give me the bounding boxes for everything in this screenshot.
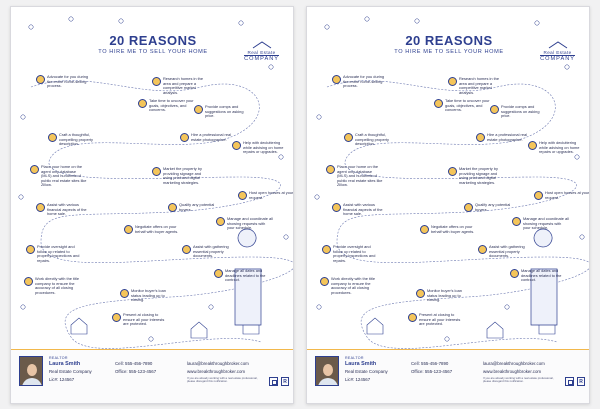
reason-icon [408,313,417,322]
reason-icon [448,77,457,86]
disclaimer: If you are already working with a real estate professional, please disregard this notification. [187,376,258,384]
reason-text: Monitor buyer's loan status leading up to closing. [427,288,462,303]
reason-icon [124,225,133,234]
brand-name: Real Estate [543,50,572,55]
agent-email[interactable]: laura@breakthroughbroker.com [483,361,545,366]
reason-icon [138,99,147,108]
brand-sub: COMPANY [244,56,279,62]
reason-text: Host open houses at your request. [249,190,294,200]
reason-icon [320,277,329,286]
agent-photo [19,356,43,386]
reason-icon [48,133,57,142]
reason-icon [332,203,341,212]
reason-text: Negotiate offers on your behalf with buyer agents. [135,224,179,234]
reason-text: Qualify any potential buyers. [475,202,511,212]
reason-icon [152,167,161,176]
equal-housing-icon [565,377,574,386]
flyer-sheet-left [10,6,294,404]
reason-text: Provide comps and suggestions on asking price. [501,104,540,119]
reason-icon [490,105,499,114]
reason-text: Market the property by providing signage and using print and digital marketing strategies. [163,166,202,185]
reason-text: Take time to uncover your goals, objectives, and concerns. [445,98,490,113]
reason-text: Place your home on the agent only database (MLS) and hundreds of public real estate sites like Zillow. [41,164,87,188]
reason-icon [194,105,203,114]
brand-logo [244,41,279,62]
equal-housing-icon [269,377,278,386]
agent-contact [187,361,249,374]
reason-icon [478,245,487,254]
reason-text: Hire a professional real estate photographer. [487,132,528,142]
brand-sub: COMPANY [540,56,575,62]
reason-icon [152,77,161,86]
agent-license: Lic#: 124567 [345,377,371,382]
reason-text: Work directly with the title company to ensure the accuracy of all closing procedures. [331,276,376,295]
reason-text: Manage all dates and deadlines related to the contract. [225,268,266,283]
reason-text: Manage all dates and deadlines related to the contract. [521,268,562,283]
agent-name: Laura Smith [49,361,81,367]
brand-logo [540,41,575,62]
flyer-title: 20 REASONS [405,33,493,48]
reason-icon [26,245,35,254]
reason-icon [528,141,537,150]
agent-name: Laura Smith [345,361,377,367]
reason-text: Present at closing to ensure all your interests are protected. [123,312,165,327]
reason-icon [112,313,121,322]
reason-text: Manage and coordinate all showing requests with your schedule. [523,216,569,231]
reason-icon [216,217,225,226]
flyer-subtitle: TO HIRE ME TO SELL YOUR HOME [394,49,504,55]
reason-icon [238,191,247,200]
reason-icon [36,203,45,212]
agent-office: Office: 555-123-4567 [411,369,453,374]
reason-text: Negotiate offers on your behalf with buyer agents. [431,224,475,234]
agent-photo [315,356,339,386]
reason-text: Help with decluttering while advising on home repairs or upgrades. [539,140,580,155]
roof-icon [548,41,568,49]
reason-text: Qualify any potential buyers. [179,202,215,212]
reason-icon [510,269,519,278]
reason-text: Provide oversight and follow up related to property inspections and repairs. [37,244,80,263]
disclaimer: If you are already working with a real estate professional, please disregard this notification. [483,376,554,384]
agent-role: REALTOR [49,356,68,360]
flyer-sheet-right [306,6,590,404]
reason-icon [30,165,39,174]
reason-icon [434,99,443,108]
reason-text: Place your home on the agent only database (MLS) and hundreds of public real estate sites like Zillow. [337,164,383,188]
reason-text: Assist with gathering essential property documents. [489,244,525,259]
reason-icon [416,289,425,298]
agent-company: Real Estate Company [49,369,92,374]
reason-text: Advocate for you during the entire home-selling process. [343,74,385,89]
reason-icon [180,133,189,142]
reason-icon [232,141,241,150]
reason-text: Monitor buyer's loan status leading up to closing. [131,288,166,303]
agent-footer [11,349,294,404]
reason-text: Assist with various financial aspects of the home sale. [47,202,87,217]
agent-email[interactable]: laura@breakthroughbroker.com [187,361,249,366]
agent-website[interactable]: www.breakthroughbroker.com [483,369,542,374]
reason-icon [24,277,33,286]
agent-office: Office: 555-123-4567 [115,369,157,374]
reason-text: Market the property by providing signage and using print and digital marketing strategies. [459,166,498,185]
flyer-title: 20 REASONS [109,33,197,48]
reason-icon [168,203,177,212]
reason-icon [512,217,521,226]
reason-text: Provide oversight and follow up related to property inspections and repairs. [333,244,376,263]
realtor-logo-icon: R [577,377,585,386]
roof-icon [252,41,272,49]
reason-icon [214,269,223,278]
agent-website[interactable]: www.breakthroughbroker.com [187,369,246,374]
reason-text: Assist with gathering essential property documents. [193,244,229,259]
reason-icon [332,75,341,84]
reason-text: Hire a professional real estate photographer. [191,132,232,142]
reason-text: Provide comps and suggestions on asking price. [205,104,244,119]
reason-text: Manage and coordinate all showing requests with your schedule. [227,216,273,231]
agent-license: Lic#: 124567 [49,377,75,382]
flyer-subtitle: TO HIRE ME TO SELL YOUR HOME [98,49,208,55]
agent-contact [483,361,545,374]
reason-icon [36,75,45,84]
agent-company: Real Estate Company [345,369,388,374]
reason-icon [182,245,191,254]
reason-icon [326,165,335,174]
agent-footer [307,349,590,404]
reason-text: Work directly with the title company to ensure the accuracy of all closing procedures. [35,276,80,295]
reason-icon [420,225,429,234]
agent-cell: Cell: 555-456-7890 [411,361,449,366]
reason-text: Research homes in the area and prepare a competitive market analysis. [459,76,500,95]
reason-text: Help with decluttering while advising on home repairs or upgrades. [243,140,284,155]
reason-icon [448,167,457,176]
reason-icon [322,245,331,254]
reason-icon [464,203,473,212]
reason-text: Host open houses at your request. [545,190,590,200]
realtor-logo-icon: R [281,377,289,386]
reason-text: Assist with various financial aspects of the home sale. [343,202,383,217]
reason-text: Advocate for you during the entire home-selling process. [47,74,89,89]
reason-text: Research homes in the area and prepare a competitive market analysis. [163,76,204,95]
reason-text: Craft a thoughtful, compelling property description. [355,132,389,147]
reason-icon [120,289,129,298]
agent-cell: Cell: 555-456-7890 [115,361,153,366]
reason-text: Take time to uncover your goals, objectives, and concerns. [149,98,194,113]
reason-icon [476,133,485,142]
reason-icon [534,191,543,200]
brand-name: Real Estate [247,50,276,55]
reason-text: Craft a thoughtful, compelling property description. [59,132,93,147]
agent-role: REALTOR [345,356,364,360]
reason-text: Present at closing to ensure all your interests are protected. [419,312,461,327]
reason-icon [344,133,353,142]
